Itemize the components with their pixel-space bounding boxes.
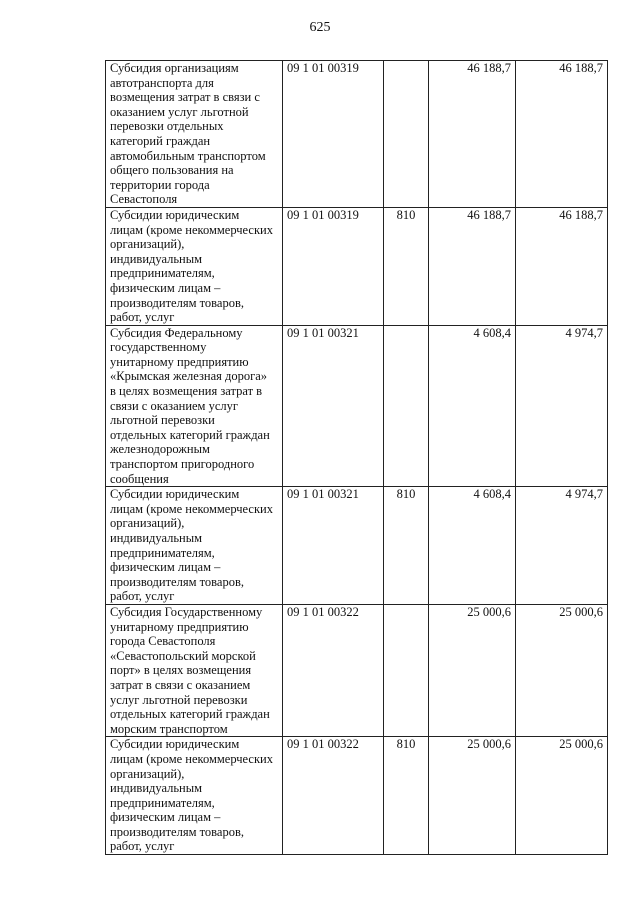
row-year1-amount-cell: 25 000,6 bbox=[429, 737, 516, 855]
row-name-cell: Субсидия Федеральному государственному унитарному предприятию «Крымская железная дорога» в целях возмещения затрат в связи с оказанием услуг льготной перевозки отдельных категорий граждан железнодорожным транспортом пригородного сообщения bbox=[106, 325, 283, 487]
table-row bbox=[106, 737, 608, 855]
row-year1-amount-cell: 25 000,6 bbox=[429, 604, 516, 736]
row-year2-amount-cell: 4 974,7 bbox=[516, 487, 608, 605]
row-code-cell: 09 1 01 00321 bbox=[283, 325, 384, 487]
row-year2-amount-cell: 25 000,6 bbox=[516, 604, 608, 736]
row-expense-type-cell: 810 bbox=[384, 487, 429, 605]
table-row bbox=[106, 604, 608, 736]
table-row bbox=[106, 207, 608, 325]
row-code-cell: 09 1 01 00322 bbox=[283, 737, 384, 855]
row-year1-amount-cell: 46 188,7 bbox=[429, 207, 516, 325]
row-name-cell: Субсидии юридическим лицам (кроме некоммерческих организаций), индивидуальным предпринимателям, физическим лицам – производителям товаров, работ, услуг bbox=[106, 737, 283, 855]
row-name-cell: Субсидия Государственному унитарному предприятию города Севастополя «Севастопольский морской порт» в целях возмещения затрат в связи с оказанием услуг льготной перевозки отдельных категорий граждан морским транспортом bbox=[106, 604, 283, 736]
row-year2-amount-cell: 46 188,7 bbox=[516, 207, 608, 325]
row-name-cell: Субсидии юридическим лицам (кроме некоммерческих организаций), индивидуальным предпринимателям, физическим лицам – производителям товаров, работ, услуг bbox=[106, 487, 283, 605]
row-expense-type-cell bbox=[384, 604, 429, 736]
row-year2-amount-cell: 46 188,7 bbox=[516, 61, 608, 208]
row-code-cell: 09 1 01 00321 bbox=[283, 487, 384, 605]
row-year2-amount-cell: 25 000,6 bbox=[516, 737, 608, 855]
row-name-cell: Субсидия организациям автотранспорта для возмещения затрат в связи с оказанием услуг льготной перевозки отдельных категорий граждан автомобильным транспортом общего пользования на территории города Севастополя bbox=[106, 61, 283, 208]
table-row bbox=[106, 61, 608, 208]
row-year2-amount-cell: 4 974,7 bbox=[516, 325, 608, 487]
row-code-cell: 09 1 01 00319 bbox=[283, 61, 384, 208]
page-number: 625 bbox=[309, 20, 331, 35]
table-row bbox=[106, 325, 608, 487]
row-expense-type-cell bbox=[384, 61, 429, 208]
row-year1-amount-cell: 4 608,4 bbox=[429, 487, 516, 605]
row-code-cell: 09 1 01 00319 bbox=[283, 207, 384, 325]
row-expense-type-cell: 810 bbox=[384, 737, 429, 855]
table-row bbox=[106, 487, 608, 605]
row-year1-amount-cell: 4 608,4 bbox=[429, 325, 516, 487]
budget-table bbox=[105, 60, 608, 855]
row-code-cell: 09 1 01 00322 bbox=[283, 604, 384, 736]
row-expense-type-cell bbox=[384, 325, 429, 487]
row-expense-type-cell: 810 bbox=[384, 207, 429, 325]
row-year1-amount-cell: 46 188,7 bbox=[429, 61, 516, 208]
row-name-cell: Субсидии юридическим лицам (кроме некоммерческих организаций), индивидуальным предпринимателям, физическим лицам – производителям товаров, работ, услуг bbox=[106, 207, 283, 325]
